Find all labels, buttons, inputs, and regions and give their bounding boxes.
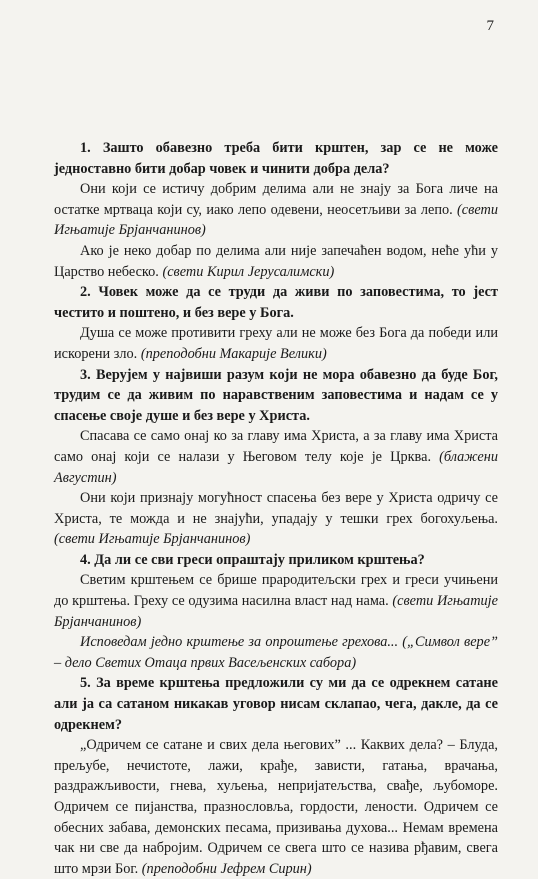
question-5: 5. За време крштења предложили су ми да се одрекнем сатане али ја са сатаном никакав уговор нисам склапао, чега, дакле, да се одрекнем? xyxy=(54,675,498,733)
question-3: 3. Верујем у највиши разум који не мора обавезно да буде Бог, трудим се да живим по нарaвственим заповестима и надам се у спасење своје душе и без вере у Христа. xyxy=(54,366,498,424)
question-2: 2. Човек може да се труди да живи по заповестима, то јест честито и поштено, и без вере у Бога. xyxy=(54,284,498,321)
page-text xyxy=(54,138,498,879)
answer-paragraph xyxy=(54,570,498,632)
answer-paragraph xyxy=(54,735,498,879)
answer-text: Спасава се само онај ко за главу има Христа, а за главу има Христа само онај који се налази у Његовом телу које је Црква. xyxy=(54,428,498,465)
answer-text: Светим крштењем се брише прародитељски грех и греси учињени до крштења. Греху се одузима насилна власт над нама. xyxy=(54,572,498,610)
question-1: 1. Зашто обавезно треба бити крштен, зар се не може једноставно бити добар човек и чинити добра дела? xyxy=(54,140,498,177)
source-citation: (блажени Августин) xyxy=(54,448,498,486)
source-citation: (преподобни Јефрем Сирин) xyxy=(141,860,312,877)
answer-paragraph xyxy=(54,426,498,488)
answer-paragraph xyxy=(54,488,498,550)
source-citation: (свети Кирил Јерусалимски) xyxy=(162,263,335,280)
answer-text: Они који се истичу добрим делима али не знају за Бога личе на остатке мртваца који су, иако лепо одевени, неосетљиви за лепо. xyxy=(54,181,498,218)
answer-paragraph xyxy=(54,323,498,364)
answer-text: Душа се може противити греху али не може без Бога да победи или искорени зло. xyxy=(54,325,498,362)
answer-paragraph xyxy=(54,179,498,241)
answer-text: Они који признају могућност спасења без вере у Христа одричу се Христа, те можда и не знајући, упадају у тешки грех богохуљења. xyxy=(54,490,498,527)
answer-text: „Одричем се сатане и свих дела његових” ... Каквих дела? – Блуда, прељубе, нечистоте, лажи, крађе, зависти, гатања, врачања, раздражљивости, гнева, хуљења, непријатељства, свађе, љубоморе. Одричем се пијанства, празнословља, гордости, лености. Одричем се обесних забава, демонских песама, призивања духова... Немам времена чак ни све да набројим. Одричем се свега што се назива рђавим, свега што мрзи Бог. xyxy=(54,737,498,877)
source-citation: (свети Игњатије Брјанчанинов) xyxy=(54,593,498,630)
question-4: 4. Да ли се сви греси опраштају приликом крштења? xyxy=(80,551,425,568)
answer-text: Ако је неко добар по делима али није запечаћен водом, неће ући у Царство небеско. xyxy=(54,242,498,280)
creed-quote: Исповедам једно крштење за опроштење грехова... („Символ вере” – дело Светих Отаца првих Васељенских сабора) xyxy=(54,634,498,671)
source-citation: (свети Игњатије Брјанчанинов) xyxy=(54,201,498,239)
answer-paragraph xyxy=(54,241,498,282)
source-citation: (преподобни Макарије Велики) xyxy=(140,345,327,362)
page-number: 7 xyxy=(486,18,494,34)
source-citation: (свети Игњатије Брјанчанинов) xyxy=(54,531,251,548)
